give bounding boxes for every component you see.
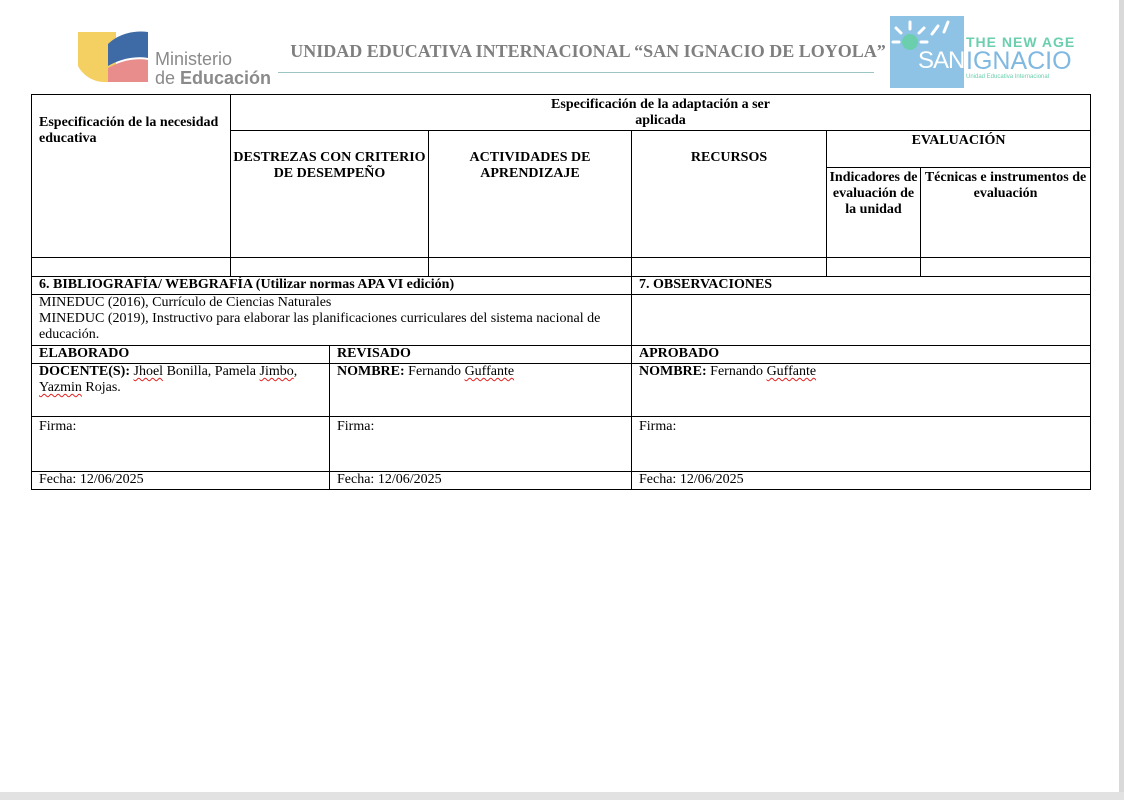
reviewer-cell: NOMBRE: Fernando Guffante [330,364,632,417]
approver-cell: NOMBRE: Fernando Guffante [632,364,1091,417]
logo-san-text: SAN [918,47,965,74]
techniques-header: Técnicas e instrumentos de evaluación [921,168,1091,258]
need-spec-cell [32,258,231,277]
resources-header: RECURSOS [632,131,827,258]
title-underline [278,72,874,73]
firma-revisado: Firma: [330,417,632,472]
ministerio-line1: Ministerio [155,49,233,69]
skills-cell [231,258,429,277]
horizontal-scrollbar[interactable] [0,792,1124,800]
observations-content [632,295,1091,346]
bibliography-heading: 6. BIBLIOGRAFÍA/ WEBGRAFÍA (Utilizar normas APA VI edición) [32,277,632,295]
adapt-spec-header: Especificación de la adaptación a ser aplicada [231,95,1091,131]
bibliography-content [32,295,632,346]
ministerio-line2: de Educación [155,68,272,88]
logo-ignacio: IGNACIO [966,47,1072,75]
san-ignacio-wordmark [966,34,1076,80]
indicators-header: Indicadores de evaluación de la unidad [827,168,921,258]
observations-heading: 7. OBSERVACIONES [632,277,1091,295]
fecha-aprobado: Fecha: 12/06/2025 [632,472,1091,490]
fecha-elaborado: Fecha: 12/06/2025 [32,472,330,490]
revisado-heading: REVISADO [330,346,632,364]
firma-aprobado: Firma: [632,417,1091,472]
resources-cell [632,258,827,277]
firma-elaborado: Firma: [32,417,330,472]
aprobado-heading: APROBADO [632,346,1091,364]
skills-header: DESTREZAS CON CRITERIO DE DESEMPEÑO [231,131,429,258]
evaluation-header: EVALUACIÓN [827,131,1091,168]
school-title: UNIDAD EDUCATIVA INTERNACIONAL “SAN IGNACIO DE LOYOLA” [290,41,886,61]
activities-header: ACTIVIDADES DE APRENDIZAJE [429,131,632,258]
techniques-cell [921,258,1091,277]
ministerio-wordmark [155,50,271,87]
fecha-revisado: Fecha: 12/06/2025 [330,472,632,490]
vertical-scrollbar[interactable] [1119,0,1124,800]
docentes-cell: DOCENTE(S): Jhoel Bonilla, Pamela Jimbo, Yazmin Rojas. [32,364,330,417]
bibliography-ref-2: MINEDUC (2019), Instructivo para elaborar las planificaciones curriculares del sistema nacional de educación. [39,311,601,342]
bibliography-ref-1: MINEDUC (2016), Currículo de Ciencias Naturales [39,295,332,310]
adaptation-table [31,94,1091,490]
indicators-cell [827,258,921,277]
logo-subtitle: Unidad Educativa Internacional [966,74,1050,80]
logo-new-age: THE NEW AGE [966,34,1076,50]
activities-cell [429,258,632,277]
need-spec-header: Especificación de la necesidad educativa [32,95,231,258]
elaborado-heading: ELABORADO [32,346,330,364]
